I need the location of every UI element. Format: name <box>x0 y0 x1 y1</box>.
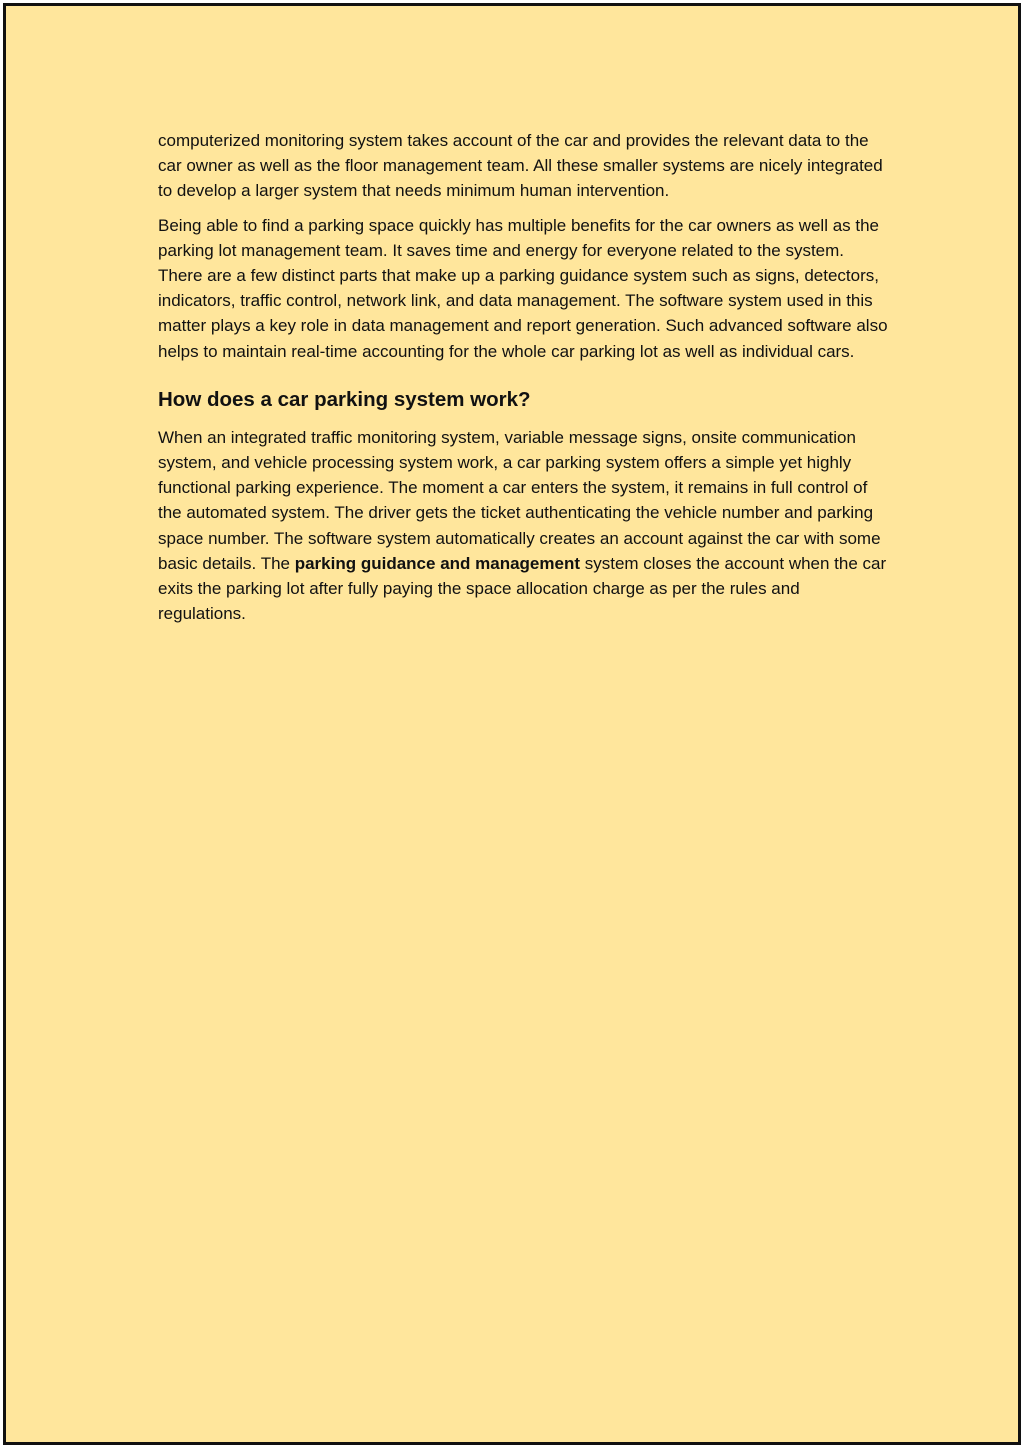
paragraph-text-start: When an integrated traffic monitoring system, variable message signs, onsite communication system, and vehicle processing system work, a car parking system offers a simple yet highly functional parking experience. The moment a car enters the system, it remains in full control of the automated system. The driver gets the ticket authenticating the vehicle number and parking space number. The software system automatically creates an account against the car with some basic details. The <box>158 427 881 573</box>
section-heading: How does a car parking system work? <box>158 387 531 411</box>
document-page <box>3 3 1021 1445</box>
bold-phrase: parking guidance and management <box>294 553 580 573</box>
paragraph-benefits: Being able to find a parking space quickly has multiple benefits for the car owners as well as the parking lot management team. It saves time and energy for everyone related to the system. There are a few distinct parts that make up a parking guidance system such as signs, detectors, indicators, traffic control, network link, and data management. The software system used in this matter plays a key role in data management and report generation. Such advanced software also helps to maintain real-time accounting for the whole car parking lot as well as individual cars. <box>158 215 888 361</box>
paragraph-monitoring: computerized monitoring system takes account of the car and provides the relevant data to the car owner as well as the floor management team. All these smaller systems are nicely integrated to develop a larger system that needs minimum human intervention. <box>158 131 883 201</box>
paragraph-text-end: system closes the account when the car exits the parking lot after fully paying the space allocation charge as per the rules and regulations. <box>158 553 887 624</box>
paragraph-how-it-works <box>158 425 888 627</box>
document-body <box>158 128 888 635</box>
